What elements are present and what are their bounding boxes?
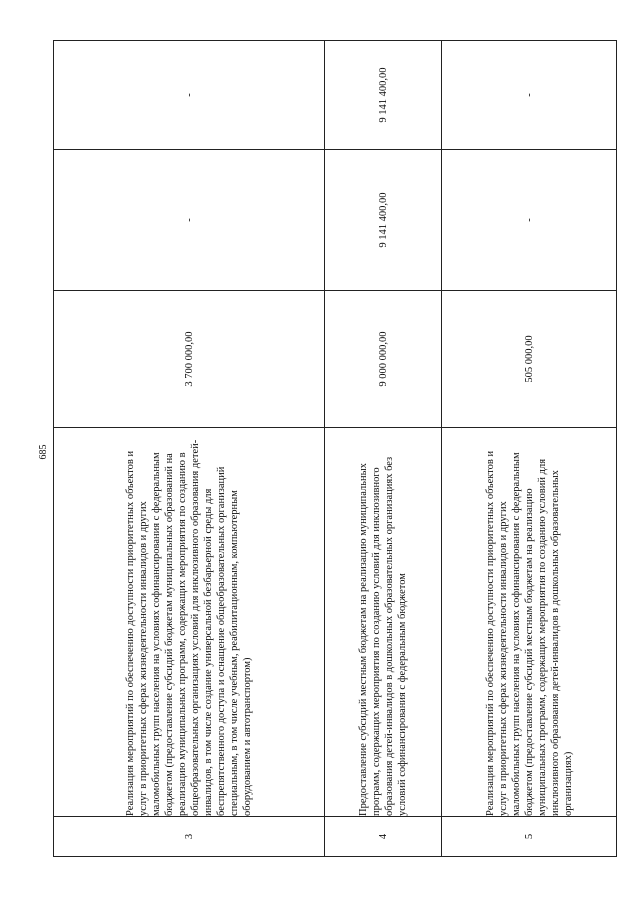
amount-cell: - bbox=[442, 41, 617, 150]
amount-cell: 9 000 000,00 bbox=[325, 291, 442, 428]
amount-cell: 9 141 400,00 bbox=[325, 150, 442, 291]
budget-table bbox=[53, 40, 617, 857]
amount-cell: 3 700 000,00 bbox=[54, 291, 325, 428]
rotated-table-container bbox=[53, 40, 616, 857]
row-number: 4 bbox=[325, 817, 442, 857]
table-row bbox=[442, 41, 617, 857]
table-row bbox=[325, 41, 442, 857]
row-description: Реализация мероприятий по обеспечению доступности приоритетных объектов и услуг в приоритетных сферах жизнедеятельности инвалидов и других маломобильных групп населения на условиях софинансирования с федеральным бюджетом (предоставление субсидий бюджетам муниципальных образований на реализацию муниципальных программ, содержащих мероприятия по созданию в общеобразовательных организациях условий для инклюзивного образования детей-инвалидов, в том числе создание универсальной безбарьерной среды для беспрепятственного доступа и оснащение общеобразовательных организаций специальным, в том числе учебным, реабилитационным, компьютерным оборудованием и автотранспортом) bbox=[54, 428, 325, 817]
amount-cell: - bbox=[54, 41, 325, 150]
amount-cell: - bbox=[442, 150, 617, 291]
amount-cell: 9 141 400,00 bbox=[325, 41, 442, 150]
amount-cell: 505 000,00 bbox=[442, 291, 617, 428]
row-number: 5 bbox=[442, 817, 617, 857]
page-number: 685 bbox=[38, 444, 49, 460]
row-description: Реализация мероприятий по обеспечению доступности приоритетных объектов и услуг в приоритетных сферах жизнедеятельности инвалидов и других маломобильных групп населения на условиях софинансирования с федеральным бюджетом (предоставление субсидий местным бюджетам на реализацию муниципальных программ, содержащих мероприятия по созданию условий для инклюзивного образования детей-инвалидов в дошкольных образовательных организациях) bbox=[442, 428, 617, 817]
row-description: Предоставление субсидий местным бюджетам на реализацию муниципальных программ, содержащих мероприятия по созданию условий для инклюзивного образования детей-инвалидов в дошкольных образовательных организациях без условий софинансирования с федеральным бюджетом bbox=[325, 428, 442, 817]
row-number: 3 bbox=[54, 817, 325, 857]
table-row bbox=[54, 41, 325, 857]
amount-cell: - bbox=[54, 150, 325, 291]
